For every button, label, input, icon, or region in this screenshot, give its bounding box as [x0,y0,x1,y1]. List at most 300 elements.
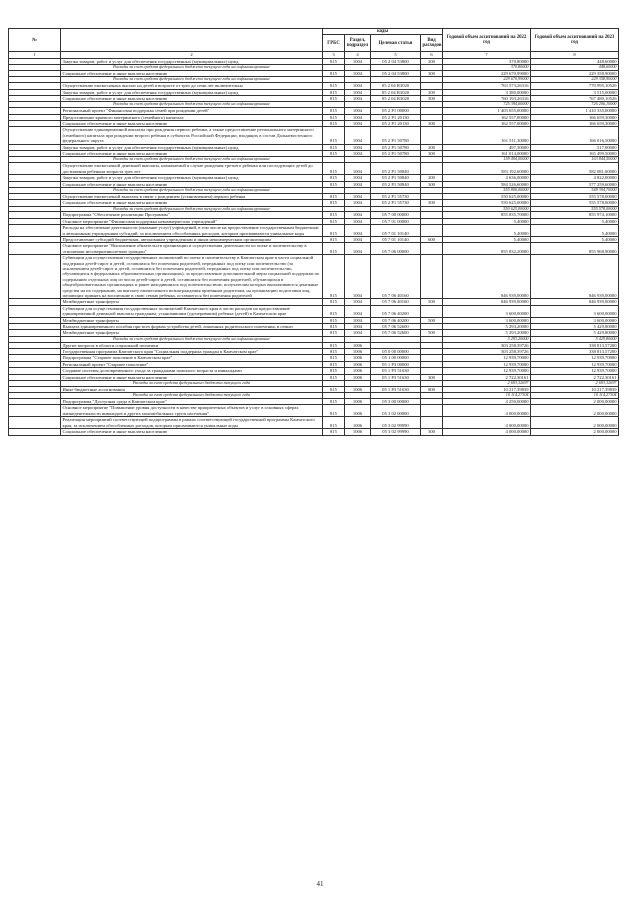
column-index-cell: 6 [421,52,443,58]
item-name-cell: Социальное обеспечение и иные выплаты населению [61,374,323,380]
csr-cell: 05 1 P3 00000 [371,361,421,367]
amount-2023-cell: 166 016,50000 [531,127,619,144]
grbs-cell: 815 [323,151,345,157]
item-name-cell: Социальное обеспечение и иные выплаты населению [61,200,323,206]
amount-2022-cell: 4 000,00000 [443,417,531,429]
grbs-cell: 815 [323,83,345,89]
grbs-cell: 815 [323,181,345,187]
amount-2022-cell: 2 693,32697 [443,381,531,387]
row-number-cell [9,429,61,435]
vr-cell: 800 [421,386,443,392]
csr-cell: 05 2 P1 50840 [371,163,421,175]
grbs-cell: 815 [323,225,345,237]
amount-2022-cell: 5 293,20000 [443,336,531,342]
item-name-cell: Социальное обеспечение и иные выплаты населению [61,181,323,187]
item-name-cell: Региональный проект "Старшее поколение" [61,361,323,367]
amount-2022-cell: 1 403 655,00000 [443,108,531,114]
amount-2023-cell: 767 480,10526 [531,96,619,102]
csr-cell: 05 2 P1 20130 [371,121,421,127]
note-text: Расходы за счет средств федерального бюджета текущего года на софинансирование [61,157,323,163]
amount-2023-cell: 2 693,32697 [531,381,619,387]
item-name-cell: Закупка товаров, работ и услуг для обеспечения государственных (муниципальных) нужд [61,144,323,150]
table-row [9,429,619,435]
amount-2022-cell: 583 192,60000 [443,163,531,175]
grbs-cell: 815 [323,212,345,218]
item-name-cell: Другие вопросы в области социальной политики [61,342,323,348]
amount-2022-cell: 760 193,26316 [443,96,531,102]
csr-cell: 05 2 04 R3020 [371,89,421,95]
razdel-cell: 1006 [345,349,371,355]
table-row [9,305,619,317]
vr-cell: 200 [421,144,443,150]
amount-2023-cell: 338 813,57200 [531,342,619,348]
amount-2022-cell: 161 014,00000 [443,151,531,157]
razdel-cell: 1004 [345,83,371,89]
razdel-cell: 1004 [345,317,371,323]
table-row [9,417,619,429]
amount-2023-cell: 12 939,70000 [531,361,619,367]
amount-2023-cell: 165 499,50000 [531,151,619,157]
item-name-cell: Социальное обеспечение и иные выплаты населению [61,96,323,102]
vr-cell: 300 [421,71,443,77]
note-text: Расходы за счет средств федерального бюджета текущего года [61,381,323,387]
grbs-cell: 815 [323,417,345,429]
vr-cell: 300 [421,374,443,380]
csr-cell: 05 2 P1 55730 [371,200,421,206]
row-number-cell [9,255,61,299]
razdel-cell: 1004 [345,200,371,206]
grbs-cell: 815 [323,299,345,305]
csr-cell: 05 2 P1 20130 [371,114,421,120]
item-name-cell: Межбюджетные трансферты [61,330,323,336]
amount-2023-cell: 2 000,00000 [531,405,619,417]
amount-2023-cell: 555 578,00000 [531,200,619,206]
item-name-cell: Субвенции для осуществления государственных полномочий по опеке и попечительству в Камчатском крае в части социальной поддержки детей-сирот и детей, оставшихся без попечения родителей, переданных под опеку или попечительство (за исключением детей-сирот и детей, оставшихся без попечения родителей, переданных под опеку или попечительство, обучающихся в федеральных образовательных организациях), за предоставление дополнительной меры социальной поддержки по содержанию отдельных лиц из числа детей-сирот и детей, оставшихся без попечения родителей, обучающихся в общеобразовательных организациях и ранее находившихся под попечительством, получателям которых выплачиваются денежные средства на их содержание, на выплату ежемесячного вознаграждения приемным родителям, на организацию подготовки лиц, желающих принять на воспитание в свою семью ребенка, оставшегося без попечения родителей [61,255,323,299]
row-number-cell [9,127,61,144]
amount-2023-cell: 2 000,00000 [531,429,619,435]
amount-2022-cell: 370,80000 [443,58,531,64]
amount-2023-cell: 3 600,00000 [531,317,619,323]
amount-2022-cell: 12 939,70000 [443,368,531,374]
grbs-cell: 815 [323,218,345,224]
grbs-cell: 815 [323,96,345,102]
item-name-cell: Подпрограмма "Доступная среда в Камчатском крае" [61,399,323,405]
vr-cell: 300 [421,96,443,102]
column-index-cell: 1 [9,52,61,58]
column-index-cell: 4 [345,52,371,58]
amount-2022-cell: 229 670,99000 [443,77,531,83]
amount-2022-cell: 3 600,00000 [443,305,531,317]
item-name-cell: Подпрограмма "Обеспечение реализации Программы" [61,212,323,218]
amount-2023-cell: 555 578,00000 [531,206,619,212]
grbs-cell: 815 [323,144,345,150]
amount-2022-cell: 12 939,70000 [443,355,531,361]
grbs-cell: 815 [323,429,345,435]
amount-2023-cell: 5,40000 [531,218,619,224]
grbs-cell: 815 [323,175,345,181]
table-row [9,225,619,237]
vr-cell [421,127,443,144]
amount-2022-cell: 846 939,00000 [443,299,531,305]
grbs-cell: 815 [323,330,345,336]
amount-2022-cell: 5 293,20000 [443,330,531,336]
row-number-cell [9,163,61,175]
razdel-cell: 1004 [345,121,371,127]
table-row [9,163,619,175]
amount-2022-cell: 159 494,00000 [443,157,531,163]
codes-group: коды [323,29,443,35]
amount-2023-cell: 12 939,70000 [531,355,619,361]
note-text: Расходы за счет средств федерального бюджета текущего года на софинансирование [61,102,323,108]
amount-2022-cell: 161 511,30000 [443,127,531,144]
item-name-cell: Социальное обеспечение и иные выплаты населению [61,71,323,77]
item-name-cell: Закупка товаров, работ и услуг для обеспечения государственных (муниципальных) нужд [61,89,323,95]
razdel-cell: 1006 [345,386,371,392]
amount-2022-cell: 162 557,00000 [443,114,531,120]
amount-2023-cell: 2 722,30161 [531,374,619,380]
razdel-cell: 1006 [345,374,371,380]
column-index-cell: 5 [371,52,421,58]
grbs-cell: 815 [323,200,345,206]
amount-2022-cell: 5,40000 [443,225,531,237]
amount-2022-cell: 550 625,00000 [443,206,531,212]
razdel-cell: 1004 [345,175,371,181]
amount-2023-cell: 517,00000 [531,144,619,150]
page-number: 41 [316,880,324,888]
item-name-cell: Основное мероприятие "Повышение уровня доступности в качестве приоритетных объектов и услуг в основных сферах жизнедеятельности инвалидов и других маломобильных групп населения" [61,405,323,417]
csr-cell: 05 1 00 00000 [371,355,421,361]
razdel-cell: 1006 [345,405,371,417]
row-number-cell [9,405,61,417]
grbs-cell: 815 [323,114,345,120]
vr-cell: 500 [421,317,443,323]
row-number-cell [9,225,61,237]
vr-cell: 300 [421,429,443,435]
razdel-cell: 1004 [345,114,371,120]
amount-2023-cell: 3 515,00000 [531,89,619,95]
amount-2022-cell: 10 217,39839 [443,386,531,392]
amount-2022-cell: 763 573,26316 [443,83,531,89]
row-number-cell [9,417,61,429]
amount-2022-cell: 855 835,70000 [443,212,531,218]
grbs-cell: 815 [323,305,345,317]
amount-2022-cell: 855 832,20000 [443,243,531,255]
amount-2023-cell: 4 822,00000 [531,175,619,181]
csr-cell: 05 2 P1 00000 [371,108,421,114]
razdel-cell: 1006 [345,417,371,429]
csr-cell: 05 2 P1 50780 [371,127,421,144]
amount-2023-cell: 229 358,90000 [531,77,619,83]
amount-2023-cell: 163 844,50000 [531,157,619,163]
col-grbs: ГРБС [323,35,345,52]
grbs-cell: 815 [323,193,345,199]
csr-cell: 05 3 02 99990 [371,429,421,435]
amount-2022-cell: 229 670,99000 [443,71,531,77]
item-name-cell: Реализация мероприятий соответствующей подпрограммы в рамках соответствующей государственной программы Камчатского края, за исключением обособленных расходов, которым присваиваются уникальные коды [61,417,323,429]
item-name-cell: Региональный проект "Финансовая поддержка семей при рождении детей" [61,108,323,114]
amount-2022-cell: 497,30000 [443,144,531,150]
col-2023: Годовой объем ассигнований на 2023 год [531,29,619,52]
amount-2023-cell: 5 429,80000 [531,330,619,336]
column-index-cell: 8 [531,52,619,58]
amount-2022-cell: 2 722,30161 [443,374,531,380]
amount-2023-cell: 2 000,00000 [531,417,619,429]
csr-cell: 05 7 06 52600 [371,324,421,330]
amount-2023-cell: 5 429,80000 [531,324,619,330]
item-name-cell: Осуществление ежемесячных выплат на детей в возрасте от трех до семи лет включительно [61,83,323,89]
amount-2023-cell: 1 410 335,00000 [531,108,619,114]
column-index-cell: 3 [323,52,345,58]
item-name-cell: Осуществление ежемесячной выплаты в связи с рождением (усыновлением) первого ребенка [61,193,323,199]
grbs-cell: 815 [323,342,345,348]
csr-cell: 05 1 P3 51630 [371,386,421,392]
vr-cell: 300 [421,181,443,187]
note-text: Расходы за счет средств федерального бюджета текущего года на софинансирование [61,65,323,71]
item-name-cell: Осуществление ежемесячной денежной выплаты, назначаемой в случае рождения третьего ребенка или последующих детей до достижения ребенком возраста трех лет [61,163,323,175]
col-no: № [9,29,61,52]
amount-2022-cell: 846 939,00000 [443,255,531,299]
vr-cell [421,305,443,317]
grbs-cell: 815 [323,89,345,95]
amount-2022-cell: 12 939,70000 [443,361,531,367]
table-row [9,255,619,299]
amount-2022-cell: 370,80000 [443,65,531,71]
amount-2023-cell: 3 600,00000 [531,305,619,317]
amount-2023-cell: 448,60000 [531,65,619,71]
razdel-cell: 1004 [345,144,371,150]
razdel-cell: 1004 [345,96,371,102]
amount-2022-cell: 5,40000 [443,218,531,224]
csr-cell: 05 1 P3 51630 [371,374,421,380]
table-row [9,243,619,255]
amount-2023-cell: 855 968,90000 [531,243,619,255]
razdel-cell: 1004 [345,305,371,317]
item-name-cell: Расходы на обеспечение деятельности (оказание услуг) учреждений, в том числе на предоставление государственным бюджетным и автономным учреждениям субсидий, за исключением обособленных расходов, которым присваиваются уникальные коды [61,225,323,237]
note-text: Расходы за счет средств федерального бюджета текущего года [61,393,323,399]
amount-2023-cell: 166 659,30000 [531,121,619,127]
vr-cell: 300 [421,121,443,127]
razdel-cell: 1004 [345,255,371,299]
amount-2022-cell: 4 250,00000 [443,399,531,405]
razdel-cell: 1004 [345,108,371,114]
csr-cell: 05 2 04 53800 [371,71,421,77]
item-name-cell: Выплата единовременного пособия при всех формах устройства детей, лишенных родительского попечения, в семью [61,324,323,330]
amount-2022-cell: 3 380,00000 [443,89,531,95]
note-text: Расходы за счет средств федерального бюджета текущего года на софинансирование [61,77,323,83]
amount-2023-cell: 846 939,00000 [531,299,619,305]
csr-cell: 05 2 P1 55730 [371,193,421,199]
grbs-cell: 815 [323,355,345,361]
col-csr: Целевая статья [371,35,421,52]
row-number-cell [9,305,61,317]
csr-cell: 05 7 06 40200 [371,305,421,317]
csr-cell: 05 7 06 40160 [371,299,421,305]
item-name-cell: Предоставление краевого материнского (семейного) капитала [61,114,323,120]
amount-2022-cell: 3 600,00000 [443,317,531,323]
amount-2022-cell: 162 557,00000 [443,121,531,127]
razdel-cell: 1004 [345,89,371,95]
grbs-cell: 815 [323,374,345,380]
amount-2023-cell: 846 939,00000 [531,255,619,299]
amount-2022-cell: 5,40000 [443,236,531,242]
note-text: Расходы за счет средств федерального бюджета текущего года на софинансирование [61,206,323,212]
vr-cell: 500 [421,299,443,305]
grbs-cell: 815 [323,399,345,405]
csr-cell: 05 7 01 10140 [371,236,421,242]
note-text: Расходы за счет средств федерального бюджета текущего года на софинансирование [61,336,323,342]
amount-2022-cell: 555 800,00000 [443,187,531,193]
vr-cell [421,417,443,429]
item-name-cell: Иные бюджетные ассигнования [61,386,323,392]
vr-cell [421,255,443,299]
grbs-cell: 815 [323,386,345,392]
amount-2023-cell: 555 578,00000 [531,193,619,199]
grbs-cell: 815 [323,368,345,374]
csr-cell: 05 7 01 00000 [371,218,421,224]
vr-cell: 300 [421,200,443,206]
amount-2023-cell: 10 114,27304 [531,393,619,399]
amount-2023-cell: 726 206,10000 [531,102,619,108]
csr-cell: 05 2 P1 50780 [371,151,421,157]
item-name-cell: Закупка товаров, работ и услуг для обеспечения государственных (муниципальных) нужд [61,175,323,181]
grbs-cell: 815 [323,361,345,367]
item-name-cell: Межбюджетные трансферты [61,317,323,323]
amount-2022-cell: 725 394,60000 [443,102,531,108]
amount-2023-cell: 10 217,39839 [531,386,619,392]
razdel-cell: 1004 [345,299,371,305]
razdel-cell: 1004 [345,225,371,237]
item-name-cell: Социальное обеспечение и иные выплаты населению [61,429,323,435]
amount-2022-cell: 5 293,20000 [443,324,531,330]
razdel-cell: 1006 [345,399,371,405]
razdel-cell: 1004 [345,218,371,224]
amount-2022-cell: 10 114,27304 [443,393,531,399]
vr-cell [421,243,443,255]
col-vr: Вид расходов [421,35,443,52]
vr-cell [421,225,443,237]
razdel-cell: 1006 [345,361,371,367]
item-name-cell: Межбюджетные трансферты [61,299,323,305]
razdel-cell: 1004 [345,71,371,77]
razdel-cell: 1006 [345,342,371,348]
item-name-cell: Осуществление единовременной выплаты при рождении первого ребенка, а также предоставление регионального материнского (семейного) капитала при рождении второго ребенка в субъектах Российской Федерации, входящих в состав Дальневосточного федерального округа [61,127,323,144]
amount-2022-cell: 550 625,00000 [443,200,531,206]
col-razdel: Раздел, подраздел [345,35,371,52]
csr-cell: 05 7 06 52600 [371,330,421,336]
budget-table [8,28,619,436]
csr-cell: 05 2 P1 50840 [371,181,421,187]
vr-cell [421,163,443,175]
razdel-cell: 1004 [345,151,371,157]
amount-2022-cell: 4 000,00000 [443,429,531,435]
item-name-cell: Государственная программа Камчатского края "Социальная поддержка граждан в Камчатском крае" [61,349,323,355]
budget-sheet [8,28,632,436]
item-name-cell: Социальное обеспечение и иные выплаты населению [61,151,323,157]
csr-cell: 05 7 01 10140 [371,225,421,237]
vr-cell: 600 [421,236,443,242]
csr-cell: 05 2 04 R3020 [371,83,421,89]
item-name-cell: Предоставление субсидий бюджетным, автономным учреждениям и иным некоммерческим организациям [61,236,323,242]
amount-2023-cell: 5 429,80000 [531,336,619,342]
razdel-cell: 1006 [345,355,371,361]
csr-cell: 05 7 00 00000 [371,212,421,218]
table-body [9,58,619,435]
column-index-cell: 2 [61,52,323,58]
csr-cell: 05 3 00 00000 [371,399,421,405]
grbs-cell: 815 [323,349,345,355]
grbs-cell: 815 [323,255,345,299]
note-text: Расходы за счет средств федерального бюджета текущего года на софинансирование [61,187,323,193]
csr-cell: 05 2 P1 50780 [371,144,421,150]
vr-cell [421,405,443,417]
amount-2022-cell: 303 258,39726 [443,342,531,348]
razdel-cell: 1004 [345,330,371,336]
item-name-cell: Основное мероприятие "Финансовая поддержка некоммерческих учреждений" [61,218,323,224]
grbs-cell: 815 [323,108,345,114]
amount-2023-cell: 855 974,10000 [531,212,619,218]
razdel-cell: 1004 [345,212,371,218]
amount-2023-cell: 548 394,70000 [531,187,619,193]
grbs-cell: 815 [323,121,345,127]
amount-2023-cell: 12 939,70000 [531,368,619,374]
razdel-cell: 1004 [345,181,371,187]
table-row [9,405,619,417]
amount-2023-cell: 2 000,00000 [531,399,619,405]
grbs-cell: 815 [323,324,345,330]
item-name-cell: Субвенции для осуществления государственных полномочий Камчатского края в части расходов на предоставление единовременной денежной выплаты гражданам, усыновившим (удочерившим) ребенка (детей) в Камчатском крае [61,305,323,317]
amount-2023-cell: 5,40000 [531,225,619,237]
col-name [61,29,323,52]
csr-cell: 05 7 06 40200 [371,317,421,323]
grbs-cell: 815 [323,58,345,64]
csr-cell: 05 0 00 00000 [371,349,421,355]
column-index-cell: 7 [443,52,531,58]
amount-2023-cell: 577 259,60000 [531,181,619,187]
amount-2023-cell: 338 813,57200 [531,349,619,355]
razdel-cell: 1004 [345,243,371,255]
item-name-cell: Закупка товаров, работ и услуг для обеспечения государственных (муниципальных) нужд [61,58,323,64]
vr-cell: 500 [421,330,443,336]
razdel-cell: 1004 [345,193,371,199]
grbs-cell: 815 [323,127,345,144]
csr-cell: 05 1 P3 51630 [371,368,421,374]
razdel-cell: 1004 [345,58,371,64]
grbs-cell: 815 [323,405,345,417]
amount-2023-cell: 582 081,60000 [531,163,619,175]
item-name-cell: Подпрограмма "Старшее поколение в Камчатском крае" [61,355,323,361]
amount-2023-cell: 5,40000 [531,236,619,242]
csr-cell: 05 7 06 00000 [371,243,421,255]
razdel-cell: 1004 [345,236,371,242]
amount-2023-cell: 448,60000 [531,58,619,64]
amount-2022-cell: 550 625,00000 [443,193,531,199]
vr-cell: 200 [421,89,443,95]
amount-2022-cell: 303 258,39726 [443,349,531,355]
grbs-cell: 815 [323,163,345,175]
razdel-cell: 1006 [345,429,371,435]
vr-cell: 200 [421,58,443,64]
row-number-cell [9,243,61,255]
razdel-cell: 1004 [345,127,371,144]
amount-2023-cell: 229 358,90000 [531,71,619,77]
table-row [9,127,619,144]
col-2022: Годовой объем ассигнований на 2022 год [443,29,531,52]
grbs-cell: 815 [323,236,345,242]
razdel-cell: 1004 [345,163,371,175]
vr-cell: 200 [421,175,443,181]
amount-2022-cell: 584 526,60000 [443,181,531,187]
csr-cell: 05 7 06 40160 [371,255,421,299]
